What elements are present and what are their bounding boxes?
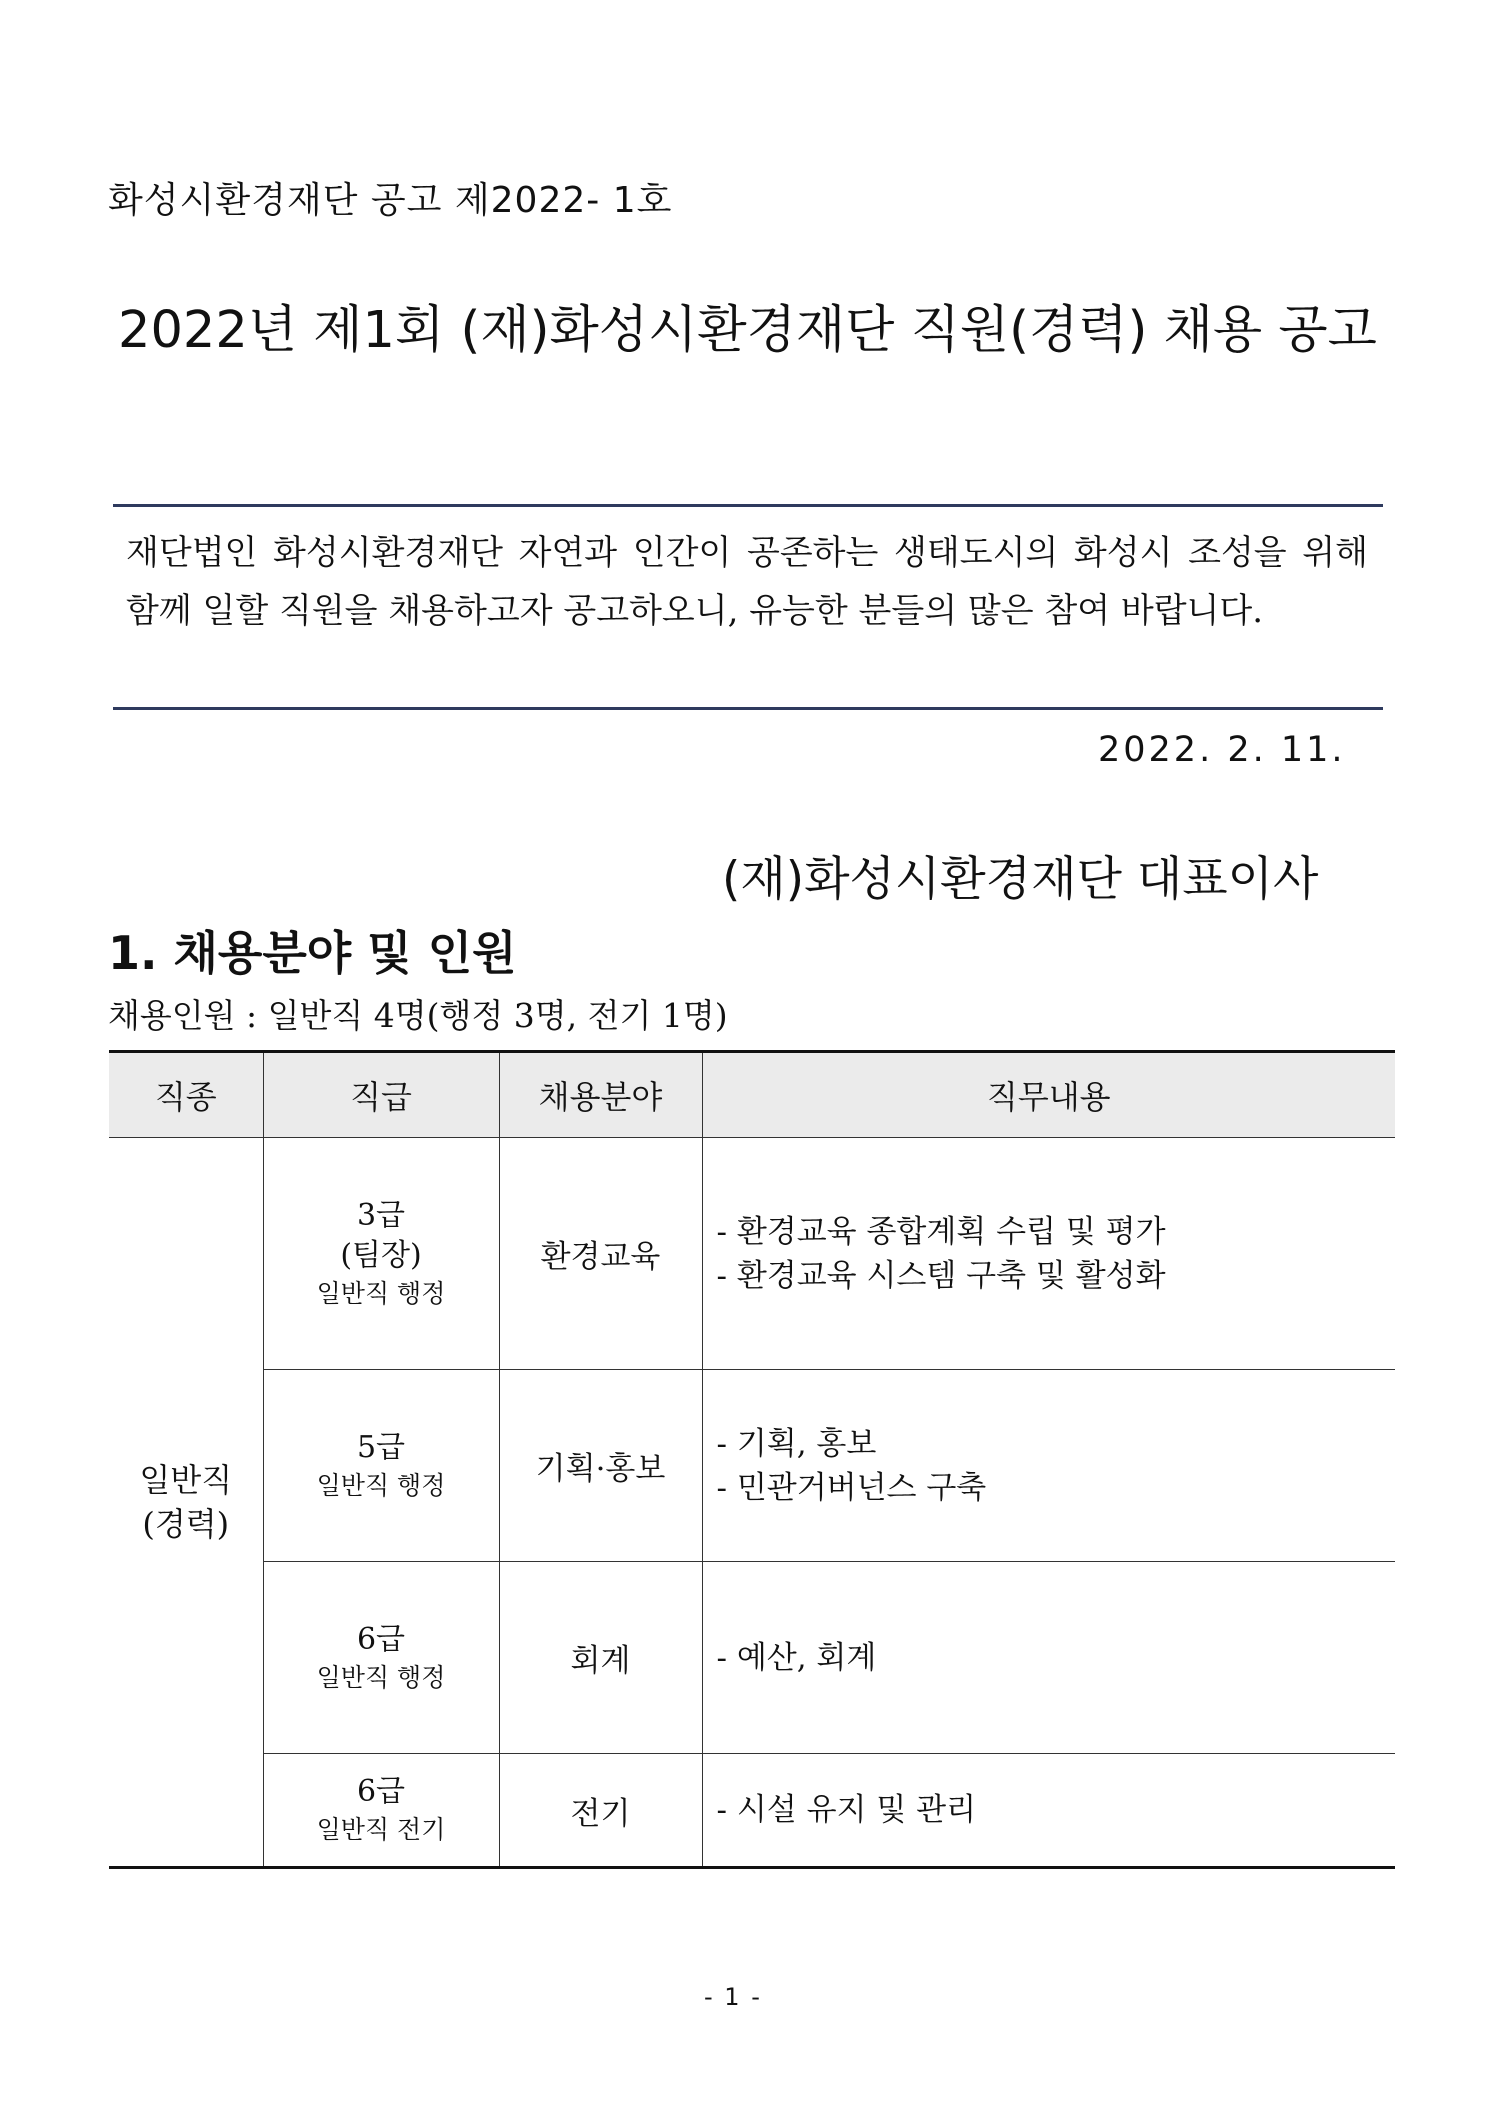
field-cell: 전기 xyxy=(499,1754,702,1868)
duties-cell xyxy=(702,1562,1395,1754)
header-grade: 직급 xyxy=(263,1052,499,1138)
grade-cell xyxy=(263,1138,499,1370)
section-heading: 1. 채용분야 및 인원 xyxy=(108,926,517,980)
table-row xyxy=(109,1138,1395,1370)
grade-cell xyxy=(263,1754,499,1868)
grade-label: 6급 xyxy=(356,1621,406,1657)
intro-bottom-rule xyxy=(113,707,1383,710)
intro-top-rule xyxy=(113,504,1383,507)
duties-cell xyxy=(702,1370,1395,1562)
duty-item: - 기획, 홍보 xyxy=(716,1425,877,1462)
issue-date: 2022. 2. 11. xyxy=(1098,730,1346,770)
duty-item: - 환경교육 시스템 구축 및 활성화 xyxy=(716,1257,1166,1294)
intro-paragraph: 재단법인 화성시환경재단 자연과 인간이 공존하는 생태도시의 화성시 조성을 위해 함께 일할 직원을 채용하고자 공고하오니, 유능한 분들의 많은 참여 바랍니다. xyxy=(126,533,1368,631)
notice-number: 화성시환경재단 공고 제2022- 1호 xyxy=(108,180,673,221)
issuer: (재)화성시환경재단 대표이사 xyxy=(722,852,1319,907)
field-cell: 회계 xyxy=(499,1562,702,1754)
grade-type: 일반직 전기 xyxy=(316,1815,446,1844)
job-table xyxy=(109,1050,1395,1869)
table-row xyxy=(109,1370,1395,1562)
grade-label: 6급 xyxy=(356,1774,406,1809)
duty-item: - 예산, 회계 xyxy=(716,1639,877,1676)
duty-item: - 민관거버넌스 구축 xyxy=(716,1469,987,1506)
duty-item: - 시설 유지 및 관리 xyxy=(716,1792,977,1828)
hiring-count: 채용인원 : 일반직 4명(행정 3명, 전기 1명) xyxy=(108,996,728,1035)
header-job-type: 직종 xyxy=(109,1052,263,1138)
grade-label: 3급 xyxy=(356,1197,406,1233)
job-type-note: (경력) xyxy=(142,1505,230,1543)
table-row xyxy=(109,1562,1395,1754)
duties-cell xyxy=(702,1754,1395,1868)
table-header-row xyxy=(109,1052,1395,1138)
grade-type: 일반직 행정 xyxy=(316,1470,446,1500)
field-cell: 환경교육 xyxy=(499,1138,702,1370)
grade-cell xyxy=(263,1370,499,1562)
duty-item: - 환경교육 종합계획 수립 및 평가 xyxy=(716,1213,1166,1250)
header-field: 채용분야 xyxy=(499,1052,702,1138)
grade-type: 일반직 행정 xyxy=(316,1662,446,1692)
document-title: 2022년 제1회 (재)화성시환경재단 직원(경력) 채용 공고 xyxy=(118,301,1377,360)
job-type-label: 일반직 xyxy=(139,1461,233,1499)
field-cell: 기획·홍보 xyxy=(499,1370,702,1562)
grade-note: (팀장) xyxy=(340,1237,422,1273)
page-number: - 1 - xyxy=(704,1983,762,2011)
table-row xyxy=(109,1754,1395,1868)
duties-cell xyxy=(702,1138,1395,1370)
header-duties: 직무내용 xyxy=(702,1052,1395,1138)
grade-label: 5급 xyxy=(356,1429,406,1465)
job-type-cell xyxy=(109,1138,263,1868)
grade-cell xyxy=(263,1562,499,1754)
grade-type: 일반직 행정 xyxy=(316,1278,446,1308)
